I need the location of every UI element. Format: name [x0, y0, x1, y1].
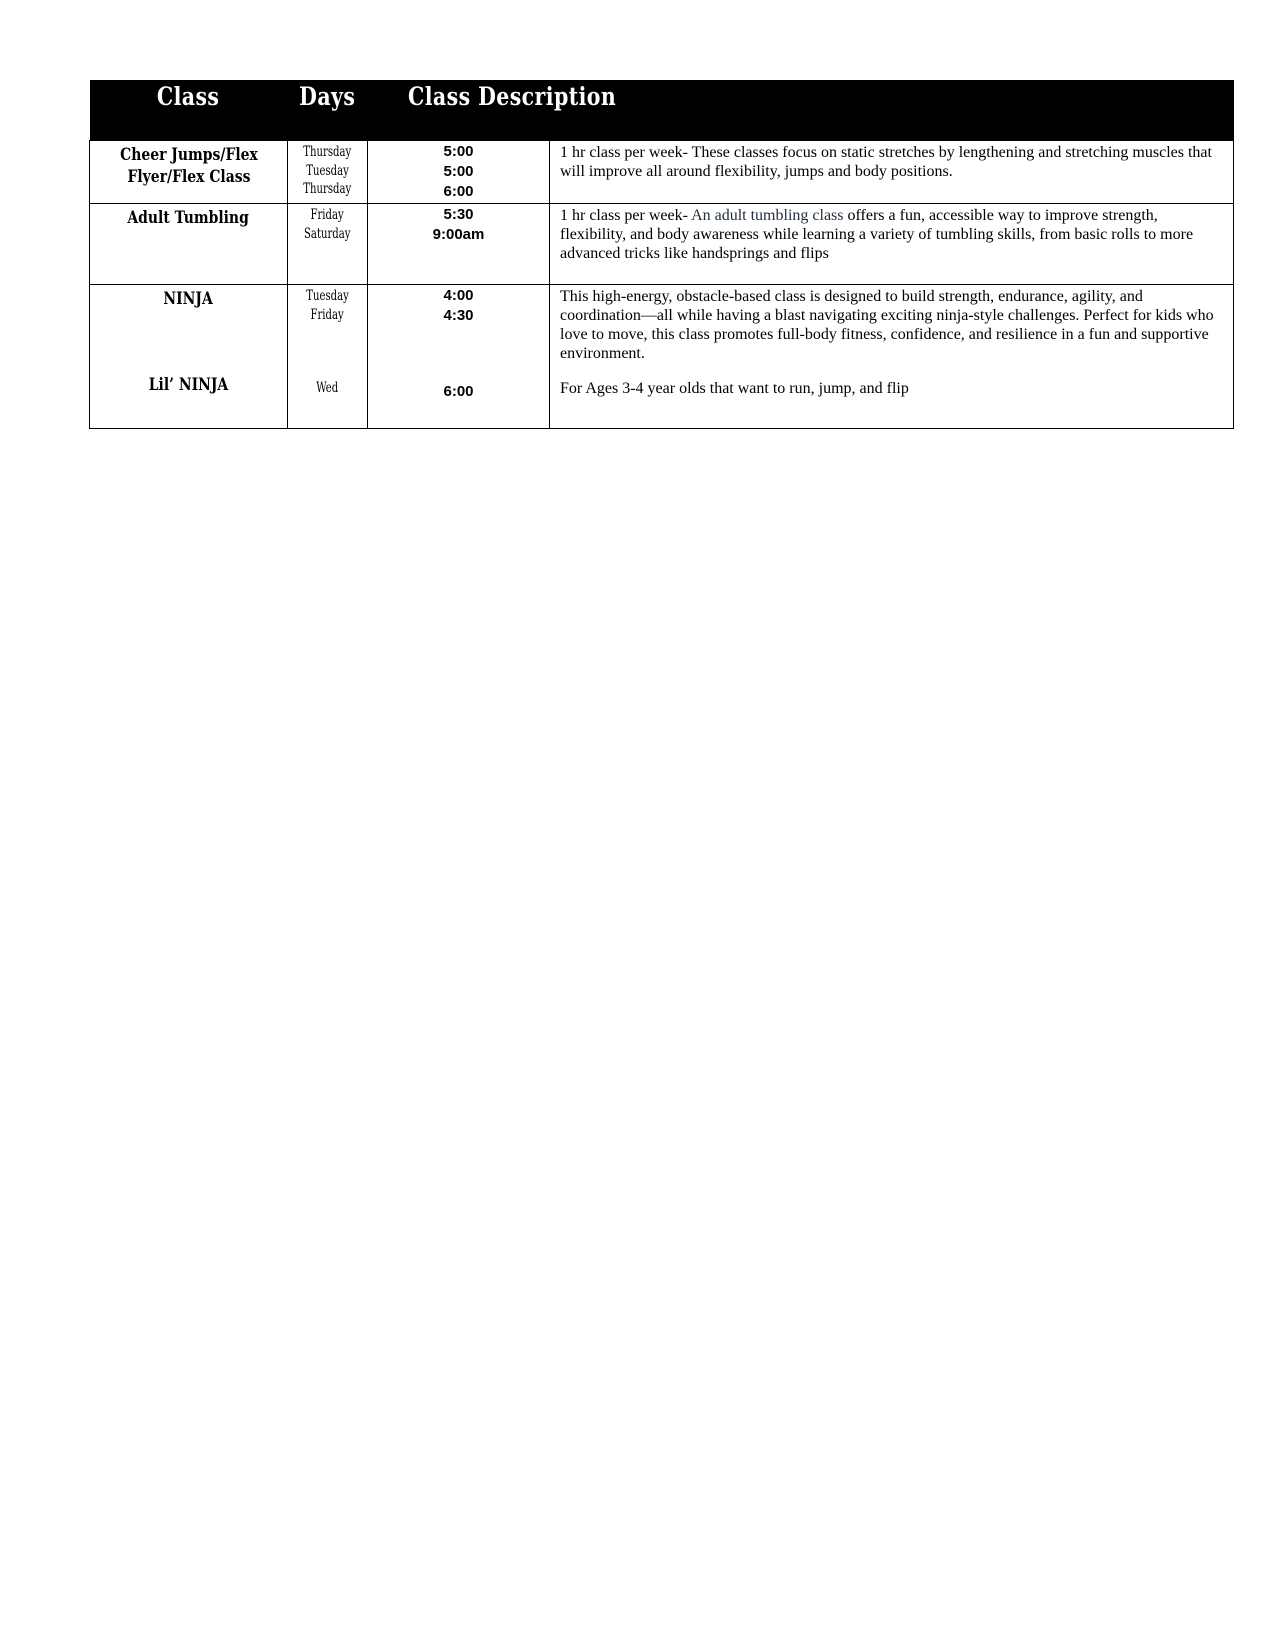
- table-row: [90, 204, 1234, 285]
- day: Tuesday: [306, 162, 349, 179]
- header-row: [90, 80, 1234, 141]
- table-row: [90, 285, 1234, 429]
- day: Wed: [316, 380, 339, 396]
- class-name-cell: [90, 285, 288, 429]
- description-highlight: An adult tumbling class: [691, 207, 844, 224]
- class-name: Cheer Jumps/Flex: [119, 145, 258, 165]
- times-cell: [368, 285, 550, 429]
- schedule-table: [89, 80, 1234, 429]
- class-name: NINJA: [163, 289, 214, 309]
- days-cell: [288, 141, 368, 204]
- time: 4:30: [443, 307, 474, 324]
- description-cell: [550, 204, 1234, 285]
- time: 5:30: [443, 206, 474, 223]
- time: 6:00: [443, 183, 474, 200]
- day: Saturday: [304, 225, 351, 242]
- times-cell: [368, 141, 550, 204]
- time: 5:00: [443, 143, 474, 160]
- day: Friday: [310, 207, 345, 223]
- days-cell: [288, 285, 368, 429]
- description-cell: [550, 141, 1234, 204]
- days-cell: [288, 204, 368, 285]
- description-cell: [550, 285, 1234, 429]
- header-class-description: Class Description: [368, 80, 1234, 141]
- description-suffix: offers a fun, accessible way to improve strength, flexibility, and body awareness while learning a variety of tumbling skills, from basic rolls to more advanced tricks like handsprings and flips: [560, 207, 1194, 262]
- day: Thursday: [303, 144, 352, 160]
- time: 5:00: [443, 163, 474, 180]
- day: Friday: [310, 306, 345, 323]
- class-name: Adult Tumbling: [127, 208, 250, 228]
- class-name-cell: [90, 141, 288, 204]
- header-days: Days: [288, 80, 368, 141]
- time: 4:00: [443, 287, 474, 304]
- class-name: Flyer/Flex Class: [127, 167, 250, 187]
- day: Thursday: [303, 181, 352, 197]
- class-description: 1 hr class per week- These classes focus on static stretches by lengthening and stretching muscles that will improve all around flexibility, jumps and body positions.: [560, 144, 1212, 180]
- header-class: Class: [90, 80, 288, 141]
- class-name-cell: [90, 204, 288, 285]
- time: 6:00: [443, 383, 474, 400]
- day: Tuesday: [306, 288, 349, 304]
- description-prefix: 1 hr class per week-: [560, 207, 692, 224]
- class-description: For Ages 3-4 year olds that want to run, jump, and flip: [560, 380, 909, 397]
- times-cell: [368, 204, 550, 285]
- table-row: [90, 141, 1234, 204]
- class-schedule: [89, 80, 1233, 429]
- class-name: Lil’ NINJA: [148, 375, 229, 395]
- class-description: This high-energy, obstacle-based class is designed to build strength, endurance, agility, and coordination—all while having a blast navigating exciting ninja-style challenges. Perfect for kids who love to move, this class promotes full-body fitness, confidence, and resilience in a fun and supportive environment.: [560, 288, 1214, 362]
- time: 9:00am: [432, 226, 485, 243]
